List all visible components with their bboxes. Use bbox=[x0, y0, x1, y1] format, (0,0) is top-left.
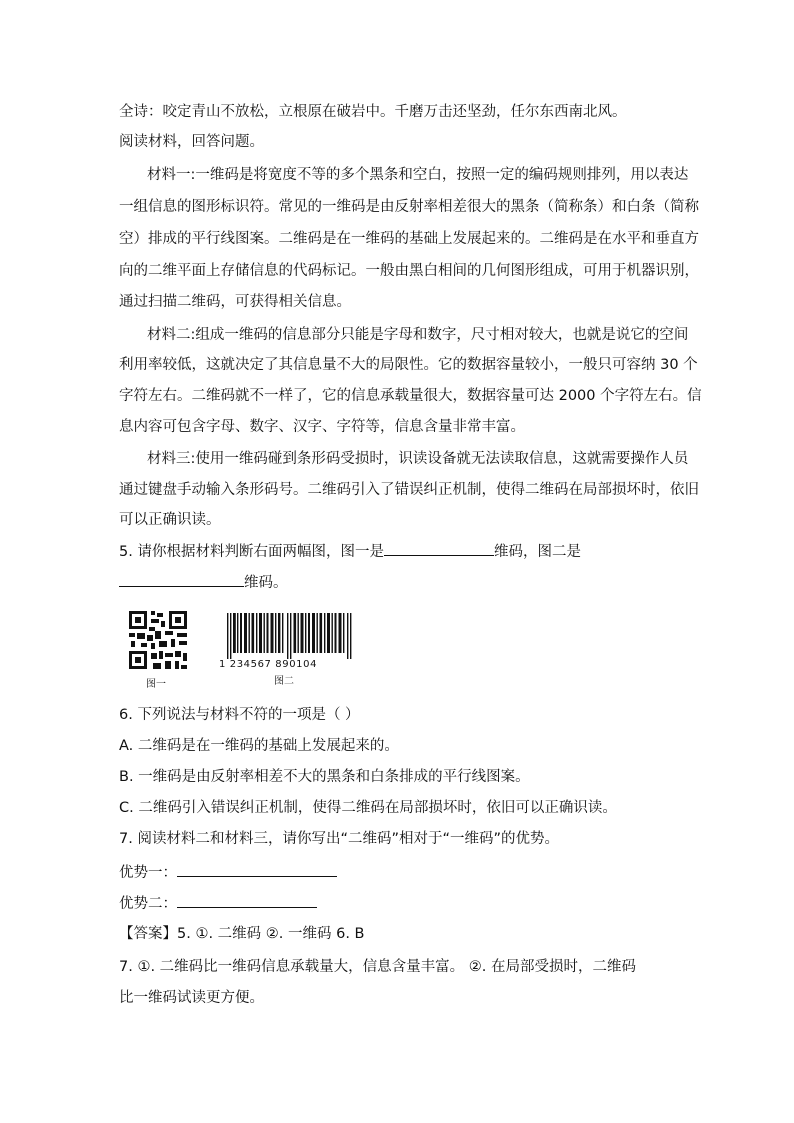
question-5 bbox=[119, 541, 581, 562]
question-5-text: 维码。 bbox=[244, 575, 288, 591]
answer-blank-fig1[interactable] bbox=[384, 541, 494, 556]
advantage-two bbox=[119, 893, 317, 914]
material-one-line: 材料一:一维码是将宽度不等的多个黑条和空白，按照一定的编码规则排列，用以表达 bbox=[147, 167, 689, 183]
question-7: 7. 阅读材料二和材料三，请你写出“二维码”相对于“一维码”的优势。 bbox=[119, 831, 559, 847]
question-5-text: 维码，图二是 bbox=[493, 544, 581, 560]
material-one-line: 通过扫描二维码，可获得相关信息。 bbox=[119, 294, 351, 310]
figures bbox=[119, 604, 379, 690]
question-5-cont bbox=[119, 572, 288, 593]
advantage-two-blank[interactable] bbox=[177, 893, 317, 908]
material-two-line: 字符左右。二维码就不一样了，它的信息承载量很大，数据容量可达 2000 个字符左右。信 bbox=[119, 388, 702, 404]
material-two-line: 材料二:组成一维码的信息部分只能是字母和数字，尺寸相对较大，也就是说它的空间 bbox=[147, 327, 689, 343]
answer-line: 比一维码试读更方便。 bbox=[119, 990, 264, 1006]
material-one-line: 空）排成的平行线图案。二维码是在一维码的基础上发展起来的。二维码是在水平和垂直方 bbox=[119, 231, 699, 247]
figure-2-caption: 图二 bbox=[274, 676, 294, 687]
advantage-two-label: 优势二： bbox=[119, 896, 177, 912]
option-c: C. 二维码引入错误纠正机制，使得二维码在局部损坏时，依旧可以正确识读。 bbox=[119, 800, 617, 816]
material-one-line: 向的二维平面上存储信息的代码标记。一般由黑白相间的几何图形组成，可用于机器识别， bbox=[119, 263, 699, 279]
poem-line: 全诗：咬定青山不放松，立根原在破岩中。千磨万击还坚劲，任尔东西南北风。 bbox=[119, 104, 627, 120]
material-three-line: 材料三:使用一维码碰到条形码受损时，识读设备就无法读取信息，这就需要操作人员 bbox=[147, 451, 689, 467]
barcode-digits: 1 234567 890104 bbox=[219, 659, 318, 670]
instruction-line: 阅读材料，回答问题。 bbox=[119, 134, 264, 150]
material-two-line: 息内容可包含字母、数字、汉字、字符等，信息含量非常丰富。 bbox=[119, 419, 525, 435]
material-one-line: 一组信息的图形标识符。常见的一维码是由反射率相差很大的黑条（简称条）和白条（简称 bbox=[119, 199, 699, 215]
advantage-one bbox=[119, 862, 337, 883]
barcode-icon bbox=[227, 613, 353, 659]
answer-line: 7. ①. 二维码比一维码信息承载量大，信息含量丰富。 ②. 在局部受损时，二维码 bbox=[119, 959, 636, 975]
qr-code-icon bbox=[127, 609, 189, 671]
option-a: A. 二维码是在一维码的基础上发展起来的。 bbox=[119, 738, 399, 754]
option-b: B. 一维码是由反射率相差不大的黑条和白条排成的平行线图案。 bbox=[119, 769, 530, 785]
question-5-text: 5. 请你根据材料判断右面两幅图，图一是 bbox=[119, 544, 384, 560]
advantage-one-label: 优势一： bbox=[119, 865, 177, 881]
advantage-one-blank[interactable] bbox=[177, 862, 337, 877]
material-three-line: 可以正确识读。 bbox=[119, 512, 221, 528]
figure-1-caption: 图一 bbox=[146, 679, 166, 690]
answer-blank-fig2[interactable] bbox=[119, 572, 244, 587]
answer-line: 【答案】5. ①. 二维码 ②. 一维码 6. B bbox=[119, 926, 365, 942]
material-two-line: 利用率较低，这就决定了其信息量不大的局限性。它的数据容量较小，一般只可容纳 30 个 bbox=[119, 357, 698, 373]
question-6: 6. 下列说法与材料不符的一项是（ ） bbox=[119, 707, 360, 723]
material-three-line: 通过键盘手动输入条形码号。二维码引入了错误纠正机制，使得二维码在局部损坏时，依旧 bbox=[119, 482, 699, 498]
